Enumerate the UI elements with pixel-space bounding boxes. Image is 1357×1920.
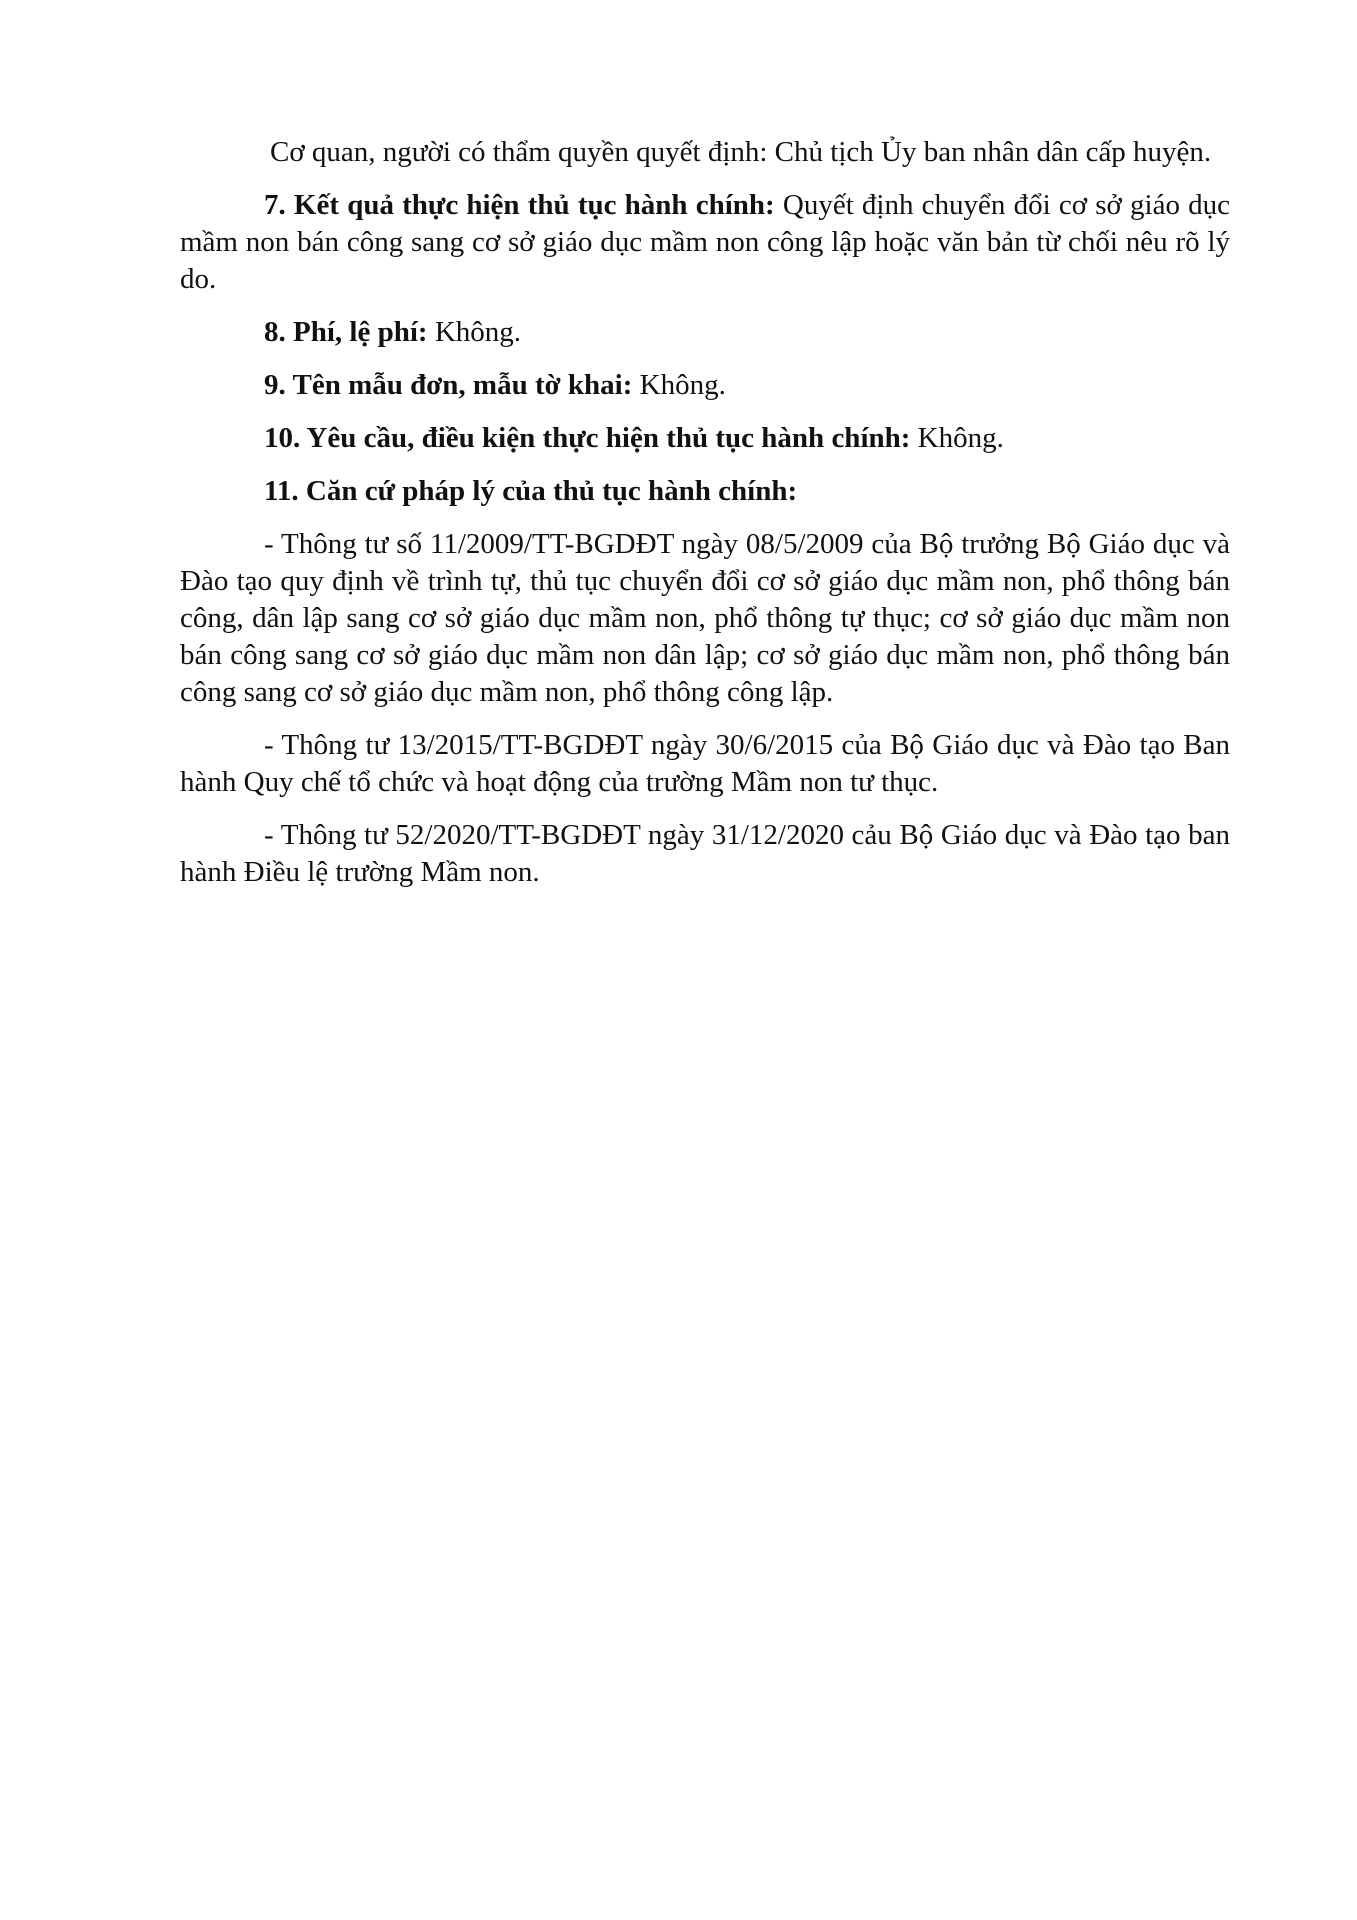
paragraph-text: - Thông tư 13/2015/TT-BGDĐT ngày 30/6/2015 của Bộ Giáo dục và Đào tạo Ban hành Quy chế tổ chức và hoạt động của trường Mầm non tư thục. [180, 729, 1230, 798]
paragraph-result [180, 187, 1230, 298]
document-body [180, 134, 1230, 907]
paragraph-text: - Thông tư số 11/2009/TT-BGDĐT ngày 08/5/2009 của Bộ trưởng Bộ Giáo dục và Đào tạo quy định về trình tự, thủ tục chuyển đổi cơ sở giáo dục mầm non, phổ thông bán công, dân lập sang cơ sở giáo dục mầm non, phổ thông tự thục; cơ sở giáo dục mầm non bán công sang cơ sở giáo dục mầm non dân lập; cơ sở giáo dục mầm non, phổ thông bán công sang cơ sở giáo dục mầm non, phổ thông công lập. [180, 528, 1230, 708]
paragraph-legal-basis-item [180, 526, 1230, 711]
paragraph-text: Không. [632, 369, 726, 401]
paragraph-lead: 11. Căn cứ pháp lý của thủ tục hành chính: [264, 475, 798, 507]
paragraph-forms [180, 367, 1230, 404]
paragraph-text: Cơ quan, người có thẩm quyền quyết định: Chủ tịch Ủy ban nhân dân cấp huyện. [270, 136, 1212, 168]
paragraph-legal-basis-item [180, 727, 1230, 801]
paragraph-authority [180, 134, 1230, 171]
paragraph-legal-basis-item [180, 817, 1230, 891]
paragraph-fees [180, 314, 1230, 351]
paragraph-lead: 8. Phí, lệ phí: [264, 316, 428, 348]
paragraph-text: Không. [910, 422, 1004, 454]
paragraph-lead: 10. Yêu cầu, điều kiện thực hiện thủ tục hành chính: [264, 422, 911, 454]
paragraph-text: Không. [427, 316, 522, 348]
paragraph-legal-basis-heading [180, 473, 1230, 510]
paragraph-requirements [180, 420, 1230, 457]
paragraph-lead: 7. Kết quả thực hiện thủ tục hành chính: [264, 189, 775, 221]
paragraph-lead: 9. Tên mẫu đơn, mẫu tờ khai: [264, 369, 633, 401]
paragraph-text: Quyết định chuyển đổi cơ sở giáo dục mầm non bán công sang cơ sở giáo dục mầm non công lập hoặc văn bản từ chối nêu rõ lý do. [180, 189, 1230, 295]
paragraph-text: - Thông tư 52/2020/TT-BGDĐT ngày 31/12/2020 cảu Bộ Giáo dục và Đào tạo ban hành Điều lệ trường Mầm non. [180, 819, 1230, 888]
